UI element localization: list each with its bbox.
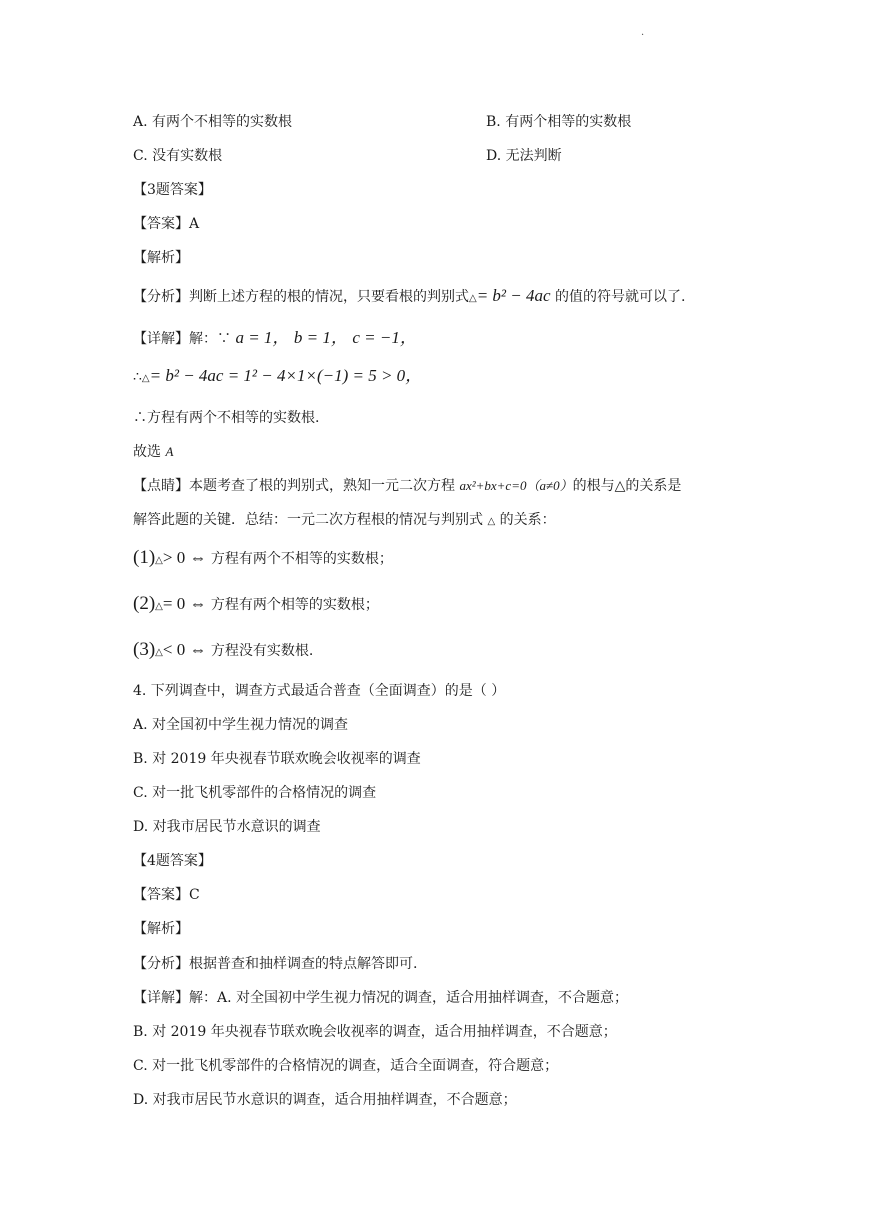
- q3-calc: [133, 366, 422, 389]
- q3-comment-eq: ax²+bx+c=0（a≠0）: [459, 478, 573, 493]
- q3-choose-letter: A: [165, 444, 174, 459]
- q4-option-a: A. 对全国初中学生视力情况的调查: [133, 717, 349, 733]
- case3-text: 方程没有实数根.: [210, 643, 314, 659]
- q3-comment-line1: [133, 476, 681, 496]
- q4-answer: 【答案】C: [133, 887, 200, 903]
- q3-detail: [133, 328, 417, 349]
- q4-option-b: B. 对 2019 年央视春节联欢晚会收视率的调查: [133, 751, 421, 767]
- case3-num: (3): [133, 639, 156, 660]
- case1-cond: > 0 ⇔: [162, 548, 207, 567]
- q4-fenxi: 【分析】根据普查和抽样调查的特点解答即可.: [133, 956, 418, 972]
- q3-option-a: A. 有两个不相等的实数根: [133, 114, 293, 130]
- q3-choose-prefix: 故选: [133, 444, 161, 460]
- q3-fenxi-prefix: 【分析】判断上述方程的根的情况，只要看根的判别式: [133, 289, 469, 305]
- q4-analysis-heading: 【解析】: [133, 921, 189, 937]
- q4-detail-c: C. 对一批飞机零部件的合格情况的调查，适合全面调查，符合题意；: [133, 1058, 559, 1074]
- q3-choose: [133, 442, 173, 462]
- q3-conclusion: ∴方程有两个不相等的实数根.: [133, 410, 320, 426]
- q3-detail-a: a = 1，: [235, 328, 290, 347]
- disc-formula: = b² − 4ac: [476, 286, 551, 305]
- case2-cond: = 0 ⇔: [162, 594, 207, 613]
- q4-detail-b: B. 对 2019 年央视春节联欢晚会收视率的调查，适合用抽样调查，不合题意；: [133, 1024, 617, 1040]
- q3-comment-prefix: 【点睛】本题考查了根的判别式，熟知一元二次方程: [133, 478, 455, 494]
- q3-comment-line2-text: 解答此题的关键．总结：一元二次方程根的情况与判别式: [133, 512, 483, 528]
- delta-symbol: △: [155, 647, 163, 658]
- q3-detail-prefix: 【详解】解：∵: [133, 331, 231, 347]
- case2-text: 方程有两个相等的实数根；: [210, 597, 379, 613]
- delta-symbol: △: [487, 516, 496, 527]
- header-mark: ·: [641, 30, 645, 41]
- q3-case-2: [133, 594, 379, 617]
- delta-symbol: △: [141, 373, 150, 384]
- q3-answer-heading: 【3题答案】: [133, 182, 212, 198]
- q4-option-d: D. 对我市居民节水意识的调查: [133, 819, 321, 835]
- case2-num: (2): [133, 593, 156, 614]
- delta-symbol: △: [155, 601, 163, 612]
- delta-symbol: △: [155, 555, 163, 566]
- q3-comment-line2-suffix: 的关系：: [499, 512, 556, 528]
- q3-option-c: C. 没有实数根: [133, 148, 223, 164]
- q3-case-3: [133, 640, 313, 663]
- q3-comment-suffix: 的根与△的关系是: [572, 478, 682, 494]
- q4-detail-d: D. 对我市居民节水意识的调查，适合用抽样调查，不合题意；: [133, 1092, 517, 1108]
- case1-text: 方程有两个不相等的实数根；: [210, 551, 393, 567]
- q4-question: 4. 下列调查中，调查方式最适合普查（全面调查）的是（ ）: [133, 683, 506, 699]
- q3-option-d: D. 无法判断: [486, 148, 562, 164]
- q3-fenxi: [133, 286, 685, 309]
- q3-analysis-heading: 【解析】: [133, 250, 189, 266]
- q3-answer: 【答案】A: [133, 216, 200, 232]
- q3-case-1: [133, 548, 393, 571]
- q3-detail-c: c = −1，: [352, 328, 417, 347]
- q3-option-b: B. 有两个相等的实数根: [486, 114, 632, 130]
- q4-detail-a: 【详解】解：A. 对全国初中学生视力情况的调查，适合用抽样调查，不合题意；: [133, 990, 629, 1006]
- case3-cond: < 0 ⇔: [162, 640, 207, 659]
- therefore-symbol: ∴: [133, 369, 142, 385]
- delta-symbol: △: [469, 293, 477, 304]
- q3-calc-expr: = b² − 4ac = 1² − 4×1×(−1) = 5 > 0，: [149, 366, 423, 385]
- q3-fenxi-suffix: 的值的符号就可以了.: [555, 289, 686, 305]
- case1-num: (1): [133, 547, 156, 568]
- q3-detail-b: b = 1，: [293, 328, 348, 347]
- q4-option-c: C. 对一批飞机零部件的合格情况的调查: [133, 785, 377, 801]
- q4-answer-heading: 【4题答案】: [133, 853, 212, 869]
- q3-comment-line2: [133, 510, 556, 532]
